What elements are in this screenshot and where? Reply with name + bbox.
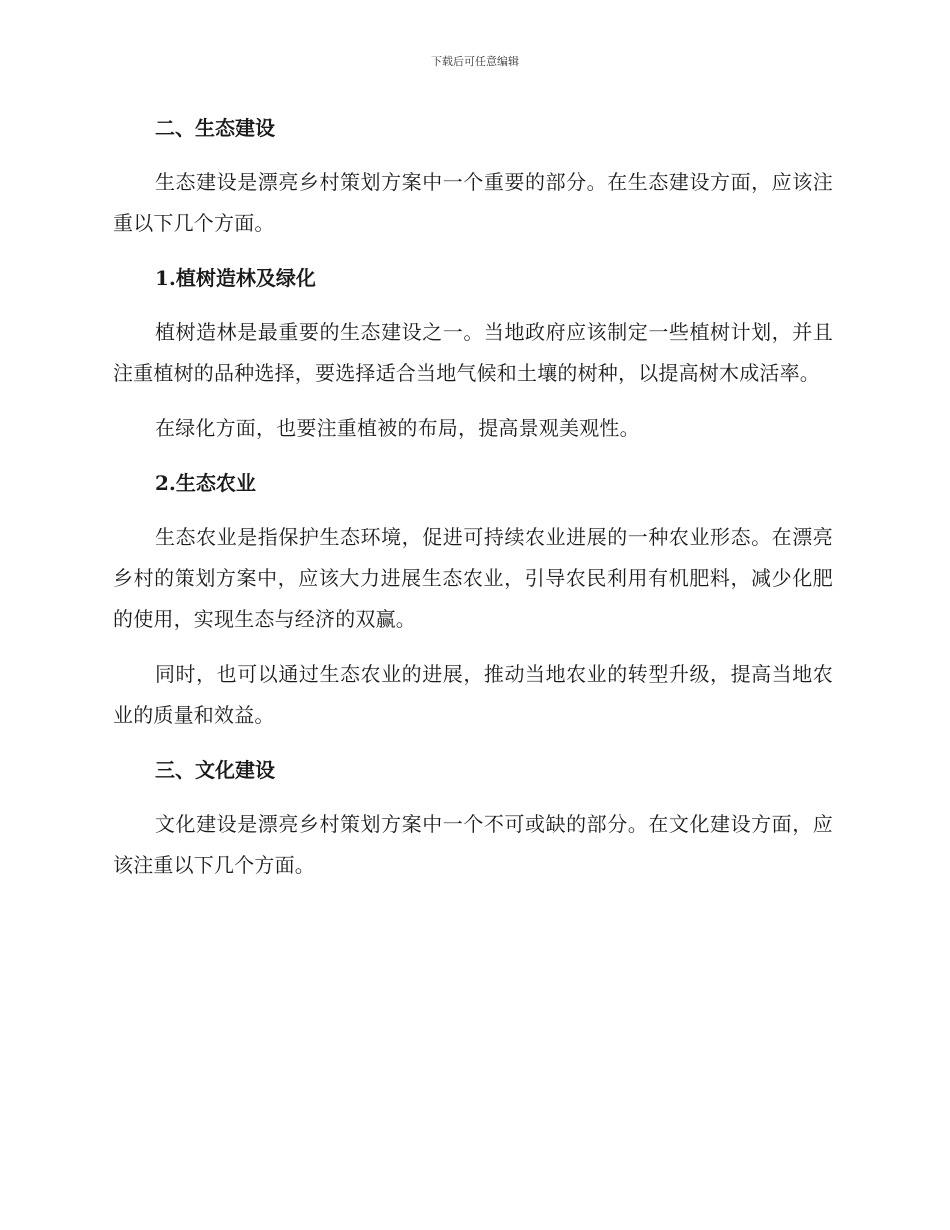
page-header: 下载后可任意编辑 [431,55,519,68]
paragraph-agriculture-upgrade: 同时，也可以通过生态农业的进展，推动当地农业的转型升级，提高当地农业的质量和效益。 [113,662,833,727]
subheading-afforestation: 1.植树造林及绿化 [155,266,316,290]
section-heading-culture: 三、文化建设 [155,758,275,782]
paragraph-eco-agriculture: 生态农业是指保护生态环境，促进可持续农业进展的一种农业形态。在漂亮乡村的策划方案中，应该大力进展生态农业，引导农民利用有机肥料，减少化肥的使用，实现生态与经济的双赢。 [113,525,833,631]
document-body [113,108,833,900]
paragraph-afforestation: 植树造林是最重要的生态建设之一。当地政府应该制定一些植树计划，并且注重植树的品种选择，要选择适合当地气候和土壤的树种，以提高树木成活率。 [113,320,833,385]
section-heading-ecology: 二、生态建设 [155,116,275,140]
paragraph-culture-intro: 文化建设是漂亮乡村策划方案中一个不可或缺的部分。在文化建设方面，应该注重以下几个方面。 [113,812,833,877]
subheading-eco-agriculture: 2.生态农业 [155,471,256,495]
paragraph-ecology-intro: 生态建设是漂亮乡村策划方案中一个重要的部分。在生态建设方面，应该注重以下几个方面。 [113,170,833,235]
paragraph-greening: 在绿化方面，也要注重植被的布局，提高景观美观性。 [155,416,640,440]
